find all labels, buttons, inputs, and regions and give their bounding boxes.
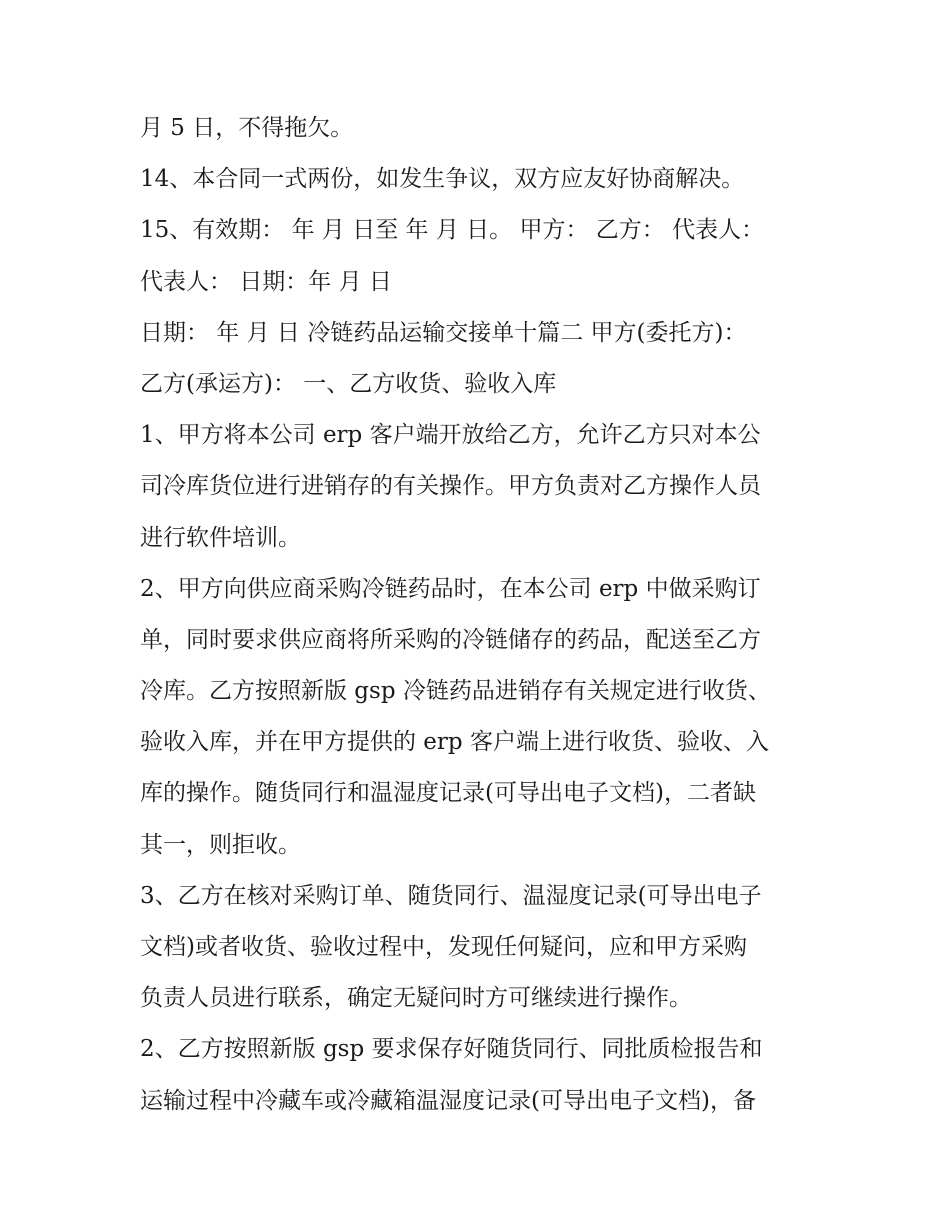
- text-line-4: 代表人： 日期：年 月 日: [140, 268, 392, 295]
- text-line-5: 日期： 年 月 日 冷链药品运输交接单十篇二 甲方(委托方)：: [140, 319, 747, 346]
- text-line-3: 15、有效期： 年 月 日至 年 月 日。 甲方： 乙方： 代表人：: [140, 217, 765, 244]
- text-line-6: 乙方(承运方)： 一、乙方收货、验收入库: [140, 370, 557, 397]
- text-line-14: 库的操作。随货同行和温湿度记录(可导出电子文档)，二者缺: [140, 780, 756, 807]
- text-line-20: 运输过程中冷藏车或冷藏箱温湿度记录(可导出电子文档)，备: [140, 1087, 756, 1114]
- text-line-18: 负责人员进行联系，确定无疑问时方可继续进行操作。: [140, 985, 692, 1012]
- text-line-2: 14、本合同一式两份，如发生争议，双方应友好协商解决。: [140, 166, 745, 193]
- text-line-15: 其一，则拒收。: [140, 831, 301, 858]
- text-line-11: 单，同时要求供应商将所采购的冷链储存的药品，配送至乙方: [140, 626, 761, 653]
- text-line-1: 月 5 日，不得拖欠。: [140, 115, 354, 141]
- text-line-7: 1、甲方将本公司 erp 客户端开放给乙方，允许乙方只对本公: [140, 422, 761, 449]
- text-line-17: 文档)或者收货、验收过程中，发现任何疑问，应和甲方采购: [140, 934, 747, 960]
- document-body: [140, 103, 820, 1127]
- text-line-10: 2、甲方向供应商采购冷链药品时，在本公司 erp 中做采购订: [140, 575, 761, 602]
- text-line-19: 2、乙方按照新版 gsp 要求保存好随货同行、同批质检报告和: [140, 1036, 763, 1063]
- text-line-12: 冷库。乙方按照新版 gsp 冷链药品进销存有关规定进行收货、: [140, 678, 771, 705]
- text-line-16: 3、乙方在核对采购订单、随货同行、温湿度记录(可导出电子: [140, 882, 762, 909]
- text-line-8: 司冷库货位进行进销存的有关操作。甲方负责对乙方操作人员: [140, 473, 761, 500]
- text-line-13: 验收入库，并在甲方提供的 erp 客户端上进行收货、验收、入: [140, 729, 769, 756]
- text-line-9: 进行软件培训。: [140, 524, 301, 551]
